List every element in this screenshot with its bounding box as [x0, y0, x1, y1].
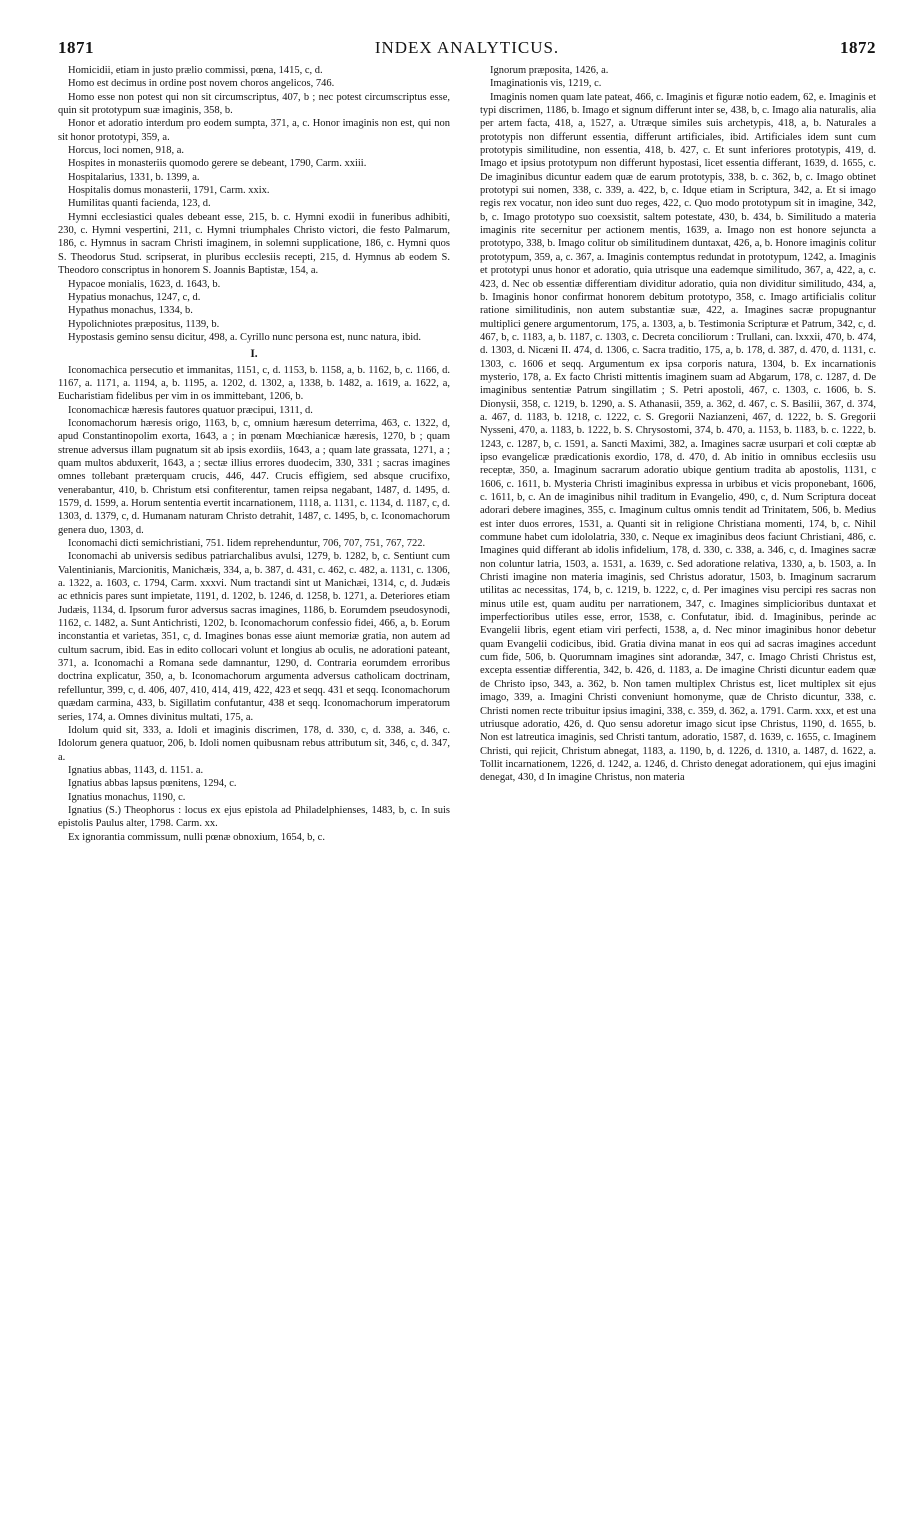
index-entry: Iconomachi ab universis sedibus patriarchalibus avulsi, 1279, b. 1282, b, c. Sentiunt cum Valentinianis, Marcionitis, Manichæis, 334, a, b. 387, d. 431, c. 462, c. 482, a. 1131, c. 1306, a. 1322, a. 1603, c. 1794, Carm. xxxvi. Num tractandi sint ut Manichæi, 1314, c, d. Judæis ac ethnicis pares sunt impietate, 1191, d. 1202, b. 1246, d. 1258, b. 1271, a. Deteriores etiam Judæis, 1134, d. Ipsorum furor adversus sacras imagines, 1186, b. Eorumdem pseudosynodi, 1162, c. 1482, a. Sunt Antichristi, 1202, b. Iconomachorum confessio fidei, 466, a, b. Eorum inconstantia et varietas, 351, c, d. Imagines bonas esse aiunt memoriæ gratia, non autem ad cultum sacrum, ibid. Eas in edito collocari volunt et longius ab oculis, ne adorationi pateant, 371, a. Iconomachi a Romana sede damnantur, 1290, d. Contraria eorumdem erroribus doctrina explicatur, 350, a, b. Iconomachorum argumenta adversus catholicam doctrinam, refelluntur, 399, c, d. 406, 407, 410, 414, 419, 422, 423 et seqq. 431 et seqq. Iconomachorum quædam carmina, 433, b. Sigillatim confutantur, 438 et seqq. Iconomachorum imperatorum series, 174, a. Omnes divinitus multati, 175, a. — [58, 551, 450, 723]
index-entry: Hypacoe monialis, 1623, d. 1643, b. — [68, 278, 221, 290]
index-entry: Ignorum præposita, 1426, a. — [490, 65, 609, 76]
index-entry: Ignatius abbas lapsus pœnitens, 1294, c. — [68, 778, 237, 790]
index-entry: Ex ignorantia commissum, nulli pœnæ obnoxium, 1654, b, c. — [68, 831, 325, 843]
running-title: INDEX ANALYTICUS. — [374, 38, 560, 57]
index-entry: Ignatius (S.) Theophorus : locus ex ejus epistola ad Philadelphienses, 1483, b, c. In suis epistolis Paulus alter, 1798. Carm. xx. — [58, 804, 450, 830]
left-column — [58, 64, 450, 844]
page-header — [58, 38, 876, 60]
page-number-right: 1872 — [840, 38, 876, 57]
index-entry: Ignatius abbas, 1143, d. 1151. a. — [68, 764, 204, 776]
index-entry: Hypathus monachus, 1334, b. — [68, 305, 193, 317]
index-entry: Hospitalarius, 1331, b. 1399, a. — [68, 171, 200, 183]
index-entry: Ignatius monachus, 1190, c. — [68, 791, 186, 803]
index-entry: Idolum quid sit, 333, a. Idoli et imaginis discrimen, 178, d. 330, c, d. 338, a. 346, c. Idolorum genera quatuor, 206, b. Idoli nomen quibusnam rebus attributum sit, 346, c, d. 347, a. — [58, 724, 450, 763]
index-entry: Honor et adoratio interdum pro eodem sumpta, 371, a, c. Honor imaginis non est, qui non sit honor prototypi, 359, a. — [58, 118, 450, 143]
index-entry: Hymni ecclesiastici quales debeant esse, 215, b. c. Hymni exodii in funeribus adhibiti, 230, c. Hymni vespertini, 211, c. Hymni triumphales Christo victori, die festo Palmarum, 186, c. Hymnus in sacram Christi imaginem, in solemni supplicatione, 186, c. Hymni quos S. Theodorus Stud. scripserat, in pluribus ecclesiis recepti, 215, d. Hymnus ab eodem S. Theodoro conscriptus in honorem S. Joannis Baptistæ, 154, a. — [58, 211, 450, 277]
section-letter-heading: I. — [250, 348, 258, 361]
index-entry: Hospitalis domus monasterii, 1791, Carm. xxix. — [68, 185, 270, 197]
index-entry: Horcus, loci nomen, 918, a. — [68, 145, 185, 157]
index-entry: Hypolichniotes præpositus, 1139, b. — [68, 318, 220, 330]
index-entry: Homo est decimus in ordine post novem choros angelicos, 746. — [68, 78, 335, 90]
index-entry: Humilitas quanti facienda, 123, d. — [68, 198, 211, 210]
index-entry: Homo esse non potest qui non sit circumscriptus, 407, b ; nec potest circumscriptus esse, quin sit prototypum suæ imaginis, 358, b. — [58, 91, 450, 117]
index-entry: Hypatius monachus, 1247, c, d. — [68, 291, 201, 303]
index-entry: Hypostasis gemino sensu dicitur, 498, a. Cyrillo nunc persona est, nunc natura, ibid. — [68, 331, 422, 343]
index-entry: Hospites in monasteriis quomodo gerere se debeant, 1790, Carm. xxiii. — [68, 158, 367, 170]
index-entry: Iconomachicæ hæresis fautores quatuor præcipui, 1311, d. — [68, 404, 313, 416]
page-number-left: 1871 — [58, 38, 94, 57]
index-entry: Imaginis nomen quam late pateat, 466, c. Imaginis et figuræ notio eadem, 62, e. Imaginis et typi discrimen, 1186, b. Imago et signum differunt inter se, 438, b, c. Imago alia naturalis, alia per artem facta, 418, a, 1527, a. Utræque similes suis archetypis, 418, a, b. Naturales a prototypis non differunt essentia, differunt artificiales, ibid. Artificiales idem sunt cum prototypis similitudine, non essentia, 418, b. 427, c. Et sunt inferiores prototypis, 419, d. Imago et ipsius prototypum non differunt hypostasi, licet essentia differant, 1639, d. 1655, c. De imaginibus dicuntur eadem quæ de earum prototypis, 338, b. c. 362, b, c. Imago obtinet prototypi sui nomen, 338, c. 339, a. 422, b, c. Idque etiam in Scriptura, 342, a. Et si imago regis rex vocatur, non ideo sunt duo reges, 422, c. Quo modo prototypum sit in imagine, 342, b, c. Imago prototypo suo coexsistit, saltem potestate, 430, b. 434, b. Similitudo a materia imaginis rite secernitur per actionem mentis, 1639, a. Imago non est honore sejuncta a prototypo, 338, b. Imago colitur ob similitudinem duntaxat, 426, a, b. Honore imaginis colitur prototypum, 359, a, c. 367, a. Imaginis contemptus redundat in prototypum, 1242, a. Imaginis et prototypi unus honor et adoratio, quia utrisque una eademque similitudo, 367, a, 422, a, c. 423, d. Nec ob essentiæ differentiam dividitur adoratio, quia non dividitur similitudo, 434, a, b. Imaginis honor confirmat honorem debitum prototypo, 358, c. Imago artificialis colitur ratione similitudinis, non autem substantiæ suæ, 422, a. Imagines sacræ propugnantur multiplici genere argumentorum, 175, a. 1303, a, b. Testimonia Scripturæ et Patrum, 342, c, d. 467, b, c. 1183, a, b. 1187, c. 1303, c. Decreta conciliorum : Trullani, can. lxxxii, 470, b. 474, d. 1303, d. Nicæni II. 474, d. 1306, c. Sacra traditio, 175, a, b. 178, d. 387, d. 470, d. 1131, c. 1303, c. 1606 et seqq. Argumentum ex ipsa corporis natura, 1304, b. Ex incarnationis mysterio, 178, a. Ex facto Christi mittentis imaginem suam ad Abgarum, 178, c. 1287, d. De imaginibus sententiæ Patrum singillatim ; S. Petri apostoli, 467, c. 1303, c. 1606, b. S. Dionysii, 358, c. 1219, b. 1290, a. S. Athanasii, 359, a. 362, d. 467, c. S. Basilii, 367, d. 374, a. 467, d. 1183, b. 1218, c. 1222, c. S. Gregorii Nazianzeni, 467, d. 1222, b. S. Gregorii Nysseni, 470, a. 1183, b. 1222, b. S. Chrysostomi, 374, b. 470, a. 1153, b. 1183, b. c. 1222, b. 1243, c. 1287, b, c. 1591, a. Sancti Maximi, 382, a. Imagines sacræ usurpari et coli cœptæ ab ipso evangelicæ prædicationis exordio, 178, d. 470, d. Ab initio in omnibus ecclesiis usu receptæ, 350, a. Imaginum sacrarum adoratio ubique gentium tradita ab apostolis, 1131, c 1606, c. 1611, b. Mysteria Christi imaginibus expressa in urbibus et vicis proponebant, 1606, c. 1611, b, c. An de imaginibus nihil traditum in Evangelio, 490, c, d. Num Scriptura doceat adorari debere imagines, 355, c. Imaginum cultus omnis tendit ad Trinitatem, 506, b. Medius est inter duos errores, 1531, a. Quanti sit in religione Christiana momenti, 174, b, c. Nihil commune habet cum idololatria, 330, c. Neque ex imaginibus deos faciunt Christiani, 486, c. Imagines quid differant ab idolis infidelium, 178, d. 330, c. 338, a. 346, c, d. Imagines sacræ non coluntur latria, 1503, a. 1531, a. 1639, c. Sed adoratione relativa, 1330, a, b. 1503, a. In Christi imagine non materia imaginis, sed Christus adoratur, 1503, b. Imaginum sacrarum utilitas ac necessitas, 174, b, c. 1219, b. 1222, c, d. Per imagines visu percipi res sacras non minus utile est, quam auditu per narrationem, 347, c. Imagines simplicioribus duntaxat et imperfectioribus utiles esse, error, 1538, c. Confutatur, ibid. d. Imaginibus, perinde ac Evangelii libris, egent etiam viri perfecti, 1538, a, d. Nec minor imaginibus honor debetur quam Evangelii codicibus, ibid. Gratia divina manat in eos qui ad sacras imagines accedunt cum fide, 506, b. Quorumnam imagines sint adorandæ, 347, c. Imago Christi Christus est, excepta essentiæ differentia, 342, b. 426, d. 1183, a. De imagine Christi dicuntur eadem quæ de Christo ipso, 343, a. 362, b. Non tamen multiplex Christus est, licet multiplex sit ejus imago, 339, a. Imagini Christi conveniunt homonyme, quæ de Christo dicuntur, 338, c. Christi nomen recte tribuitur ipsius imagini, 338, c. 359, d. 362, a. 1791. Carm. xxx, et est una utriusque adoratio, 426, d. Quo sensu adoretur imago sicut ipse Christus, 1190, d. 1655, b. Non est latreutica imaginis, sed Christi tantum, adoratio, 1587, d. 1639, c. 1655, c. Imaginem Christi, qui rejicit, Christum abnegat, 1183, a. 1190, b, d. 1226, d. 1310, a. 1487, d. 1622, a. Tollit incarnationem, 1226, d. 1242, a. 1246, d. Christo denegat adorationem, qui ejus imagini denegat, 430, d In imagine Christus, non materia — [480, 91, 876, 784]
right-column — [480, 64, 876, 785]
index-entry: Iconomachica persecutio et immanitas, 1151, c, d. 1153, b. 1158, a, b. 1162, b, c. 1166, d. 1167, a. 1171, a. 1194, a, b. 1195, a. 1202, d. 1302, a, 1338, b. 1482, a. 1619, a. 1622, a, Eucharistiam fidelibus per vim in os immittebant, 1206, b. — [58, 364, 450, 403]
index-entry: Iconomachorum hæresis origo, 1163, b, c, omnium hæresum deterrima, 463, c. 1322, d, apud Constantinopolim exorta, 1643, a ; in pœnam Mœchianicæ hæresis, 1270, b ; quam strenue adversus illam pugnatum sit ab ipsis exordiis, 1643, a ; quam late grassata, 1271, a ; quam multos abduxerit, 1643, a ; sectæ illius errores duodecim, 330, 331 ; sacras imagines omnes tollebant præterquam crucis, 446, 447. Crucis effigiem, sed absque crucifixo, venerabantur, 410, b. Christum etsi confiterentur, tamen reipsa negabant, 1487, d. 1495, d. 1579, d. 1599, a. Horum sententia evertit incarnationem, 1118, a. 1131, c. 1134, d. 1187, c, d. 1303, d. 1379, c, d. Humanam naturam Christo detrahit, 1487, c. 1495, b, c. Iconomachorum genera duo, 1303, d. — [58, 417, 450, 536]
index-entry: Iconomachi dicti semichristiani, 751. Iidem reprehenduntur, 706, 707, 751, 767, 722. — [68, 538, 426, 550]
index-entry: Imaginationis vis, 1219, c. — [490, 78, 602, 90]
index-entry: Homicidii, etiam in justo prælio commissi, pœna, 1415, c, d. — [68, 65, 323, 76]
